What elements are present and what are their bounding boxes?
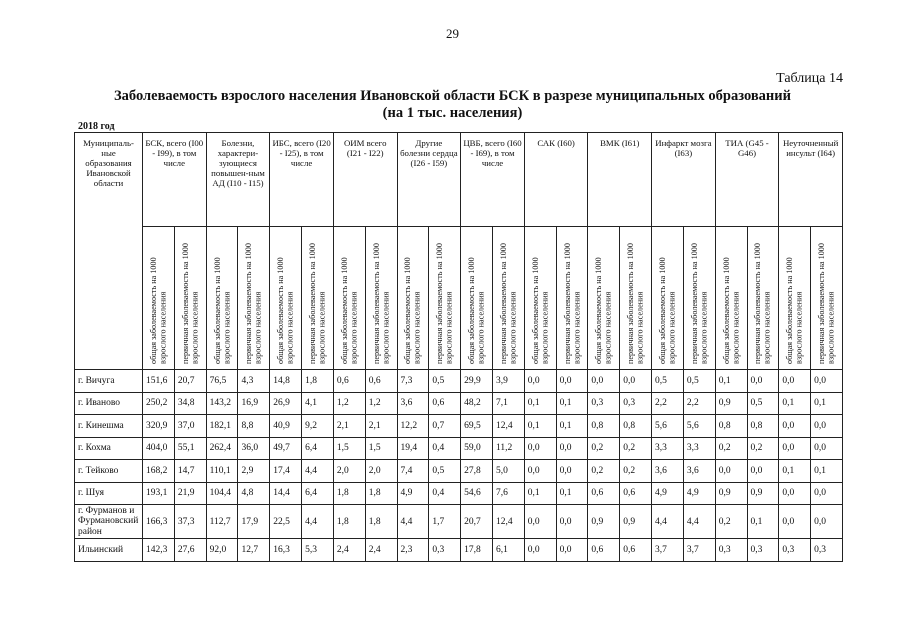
table-cell: 7,1: [492, 392, 524, 415]
subheader-primary-text: первичная заболеваемость на 1000 взрослого населения: [308, 243, 327, 364]
table-cell: 34,8: [174, 392, 206, 415]
table-cell: 250,2: [143, 392, 175, 415]
group-header: Болезни, характери-зующиеся повышен-ным АД (I10 - I15): [206, 133, 270, 227]
table-row: [75, 415, 843, 438]
table-cell: 17,4: [270, 460, 302, 483]
table-cell: 1,2: [333, 392, 365, 415]
table-cell: 59,0: [461, 437, 493, 460]
table-cell: 0,2: [715, 437, 747, 460]
table-cell: 2,1: [333, 415, 365, 438]
table-cell: 12,4: [492, 415, 524, 438]
table-cell: 49,7: [270, 437, 302, 460]
group-header: САК (I60): [524, 133, 588, 227]
table-cell: 0,0: [811, 370, 843, 393]
subheader-primary: [747, 227, 779, 370]
group-header: ОИМ всего (I21 - I22): [333, 133, 397, 227]
table-row: [75, 505, 843, 539]
subheader-primary: [492, 227, 524, 370]
table-cell: 92,0: [206, 539, 238, 562]
table-cell: 11,2: [492, 437, 524, 460]
table-cell: 151,6: [143, 370, 175, 393]
table-cell: 0,2: [588, 437, 620, 460]
subheader-general-text: общая заболеваемость на 1000 взрослого населения: [721, 257, 741, 364]
table-cell: 0,0: [747, 370, 779, 393]
table-cell: 168,2: [143, 460, 175, 483]
table-cell: 4,9: [397, 482, 429, 505]
subheader-general-text: общая заболеваемость на 1000 взрослого населения: [148, 257, 168, 364]
subheader-general-text: общая заболеваемость на 1000 взрослого населения: [403, 257, 422, 364]
table-cell: 404,0: [143, 437, 175, 460]
table-cell: 2,0: [365, 460, 397, 483]
table-cell: 0,4: [429, 482, 461, 505]
table-cell: 0,3: [620, 392, 652, 415]
table-cell: 2,4: [365, 539, 397, 562]
subheader-primary: [302, 227, 334, 370]
subheader-general: [461, 227, 493, 370]
table-cell: 12,4: [492, 505, 524, 539]
table-cell: 0,1: [811, 392, 843, 415]
group-header: ТИА (G45 - G46): [715, 133, 779, 227]
table-cell: 0,6: [620, 539, 652, 562]
subheader-primary-text: первичная заболеваемость на 1000 взрослого населения: [435, 243, 454, 364]
table-cell: 16,3: [270, 539, 302, 562]
table-cell: 0,1: [811, 460, 843, 483]
table-body: [75, 370, 843, 562]
table-cell: 0,0: [811, 437, 843, 460]
table-cell: 0,1: [524, 482, 556, 505]
group-header: ЦВБ, всего (I60 - I69), в том числе: [461, 133, 525, 227]
table-cell: 142,3: [143, 539, 175, 562]
table-cell: 4,4: [397, 505, 429, 539]
subheader-primary: [620, 227, 652, 370]
table-cell: 2,4: [333, 539, 365, 562]
table-cell: 3,6: [652, 460, 684, 483]
table-cell: 0,1: [556, 482, 588, 505]
table-cell: 0,0: [556, 460, 588, 483]
table-cell: 3,6: [397, 392, 429, 415]
subheader-primary-text: первичная заболеваемость на 1000 взрослого населения: [817, 243, 836, 364]
table-cell: 0,6: [333, 370, 365, 393]
table-row: [75, 392, 843, 415]
table-cell: 0,2: [747, 437, 779, 460]
table-cell: 262,4: [206, 437, 238, 460]
table-cell: 4,3: [238, 370, 270, 393]
subheader-primary-text: первичная заболеваемость на 1000 взрослого населения: [753, 243, 772, 364]
subheader-general-text: общая заболеваемость на 1000 взрослого населения: [785, 257, 804, 364]
table-cell: 17,9: [238, 505, 270, 539]
subheader-primary: [174, 227, 206, 370]
table-cell: 112,7: [206, 505, 238, 539]
table-cell: 1,8: [302, 370, 334, 393]
table-cell: 5,6: [683, 415, 715, 438]
subheader-primary-text: первичная заболеваемость на 1000 взрослого населения: [244, 243, 263, 364]
table-cell: 0,8: [715, 415, 747, 438]
table-cell: 27,6: [174, 539, 206, 562]
table-cell: 20,7: [461, 505, 493, 539]
subheader-primary: [429, 227, 461, 370]
subheader-general: [270, 227, 302, 370]
table-cell: 6,4: [302, 482, 334, 505]
table-cell: 48,2: [461, 392, 493, 415]
table-cell: 76,5: [206, 370, 238, 393]
table-cell: 27,8: [461, 460, 493, 483]
table-cell: 0,0: [779, 437, 811, 460]
table-cell: 4,1: [302, 392, 334, 415]
table-cell: 0,1: [779, 392, 811, 415]
table-cell: 0,6: [588, 539, 620, 562]
table-cell: 0,9: [620, 505, 652, 539]
table-cell: 2,2: [652, 392, 684, 415]
table-row: [75, 370, 843, 393]
table-label: Таблица 14: [776, 71, 843, 86]
table-cell: 0,1: [524, 415, 556, 438]
table-cell: 69,5: [461, 415, 493, 438]
table-cell: 0,0: [715, 460, 747, 483]
subheader-general: [652, 227, 684, 370]
table-cell: 0,0: [620, 370, 652, 393]
table-cell: 1,5: [365, 437, 397, 460]
table-cell: 3,9: [492, 370, 524, 393]
table-cell: 0,3: [779, 539, 811, 562]
table-cell: 14,4: [270, 482, 302, 505]
table-cell: 8,8: [238, 415, 270, 438]
table-cell: 3,7: [683, 539, 715, 562]
municipality-name: г. Кинешма: [75, 415, 143, 438]
table-cell: 3,7: [652, 539, 684, 562]
subheader-general: [397, 227, 429, 370]
table-cell: 16,9: [238, 392, 270, 415]
table-cell: 0,0: [779, 415, 811, 438]
subheader-general-text: общая заболеваемость на 1000 взрослого населения: [467, 257, 486, 364]
table-cell: 104,4: [206, 482, 238, 505]
table-cell: 0,9: [715, 482, 747, 505]
table-cell: 0,0: [811, 505, 843, 539]
subheader-general: [206, 227, 238, 370]
municipality-name: г. Фурманов и Фурмановский район: [75, 505, 143, 539]
table-cell: 5,6: [652, 415, 684, 438]
table-cell: 0,0: [556, 370, 588, 393]
table-cell: 0,0: [811, 482, 843, 505]
subheader-primary-text: первичная заболеваемость на 1000 взрослого населения: [498, 243, 518, 364]
table-cell: 0,5: [429, 370, 461, 393]
table-row: [75, 482, 843, 505]
table-cell: 1,5: [333, 437, 365, 460]
table-cell: 0,0: [524, 505, 556, 539]
table-cell: 14,7: [174, 460, 206, 483]
table-cell: 110,1: [206, 460, 238, 483]
table-cell: 2,3: [397, 539, 429, 562]
table-cell: 0,8: [747, 415, 779, 438]
table-cell: 1,8: [365, 505, 397, 539]
page-number: 29: [446, 26, 459, 41]
table-cell: 143,2: [206, 392, 238, 415]
subheader-general: [715, 227, 747, 370]
subheader-general-text: общая заболеваемость на 1000 взрослого населения: [594, 257, 613, 364]
table-row: [75, 437, 843, 460]
table-cell: 0,0: [556, 437, 588, 460]
subheader-primary-text: первичная заболеваемость на 1000 взрослого населения: [689, 243, 709, 364]
table-cell: 0,6: [620, 482, 652, 505]
subheader-general-text: общая заболеваемость на 1000 взрослого населения: [339, 257, 359, 364]
municipality-name: г. Шуя: [75, 482, 143, 505]
subheader-primary-text: первичная заболеваемость на 1000 взрослого населения: [562, 243, 582, 364]
table-cell: 26,9: [270, 392, 302, 415]
table-cell: 3,3: [652, 437, 684, 460]
table-cell: 0,9: [747, 482, 779, 505]
table-cell: 54,6: [461, 482, 493, 505]
table-cell: 6,1: [492, 539, 524, 562]
table-cell: 4,4: [683, 505, 715, 539]
table-cell: 0,3: [429, 539, 461, 562]
municipality-name: г. Иваново: [75, 392, 143, 415]
title-line-2: (на 1 тыс. населения): [382, 105, 523, 121]
table-cell: 0,2: [620, 460, 652, 483]
group-header: ВМК (I61): [588, 133, 652, 227]
table-cell: 0,0: [779, 505, 811, 539]
table-cell: 12,2: [397, 415, 429, 438]
subheader-primary: [556, 227, 588, 370]
table-cell: 4,4: [302, 505, 334, 539]
group-header: БСК, всего (I00 - I99), в том числе: [143, 133, 207, 227]
municipality-name: Ильинский: [75, 539, 143, 562]
table-cell: 55,1: [174, 437, 206, 460]
table-cell: 7,4: [397, 460, 429, 483]
table-cell: 1,7: [429, 505, 461, 539]
table-cell: 0,7: [429, 415, 461, 438]
table-cell: 1,8: [365, 482, 397, 505]
table-cell: 0,1: [747, 505, 779, 539]
table-cell: 0,3: [747, 539, 779, 562]
table-cell: 0,9: [715, 392, 747, 415]
table-cell: 0,5: [652, 370, 684, 393]
morbidity-table: [74, 132, 843, 562]
table-cell: 0,5: [683, 370, 715, 393]
table-cell: 0,1: [556, 392, 588, 415]
subheader-primary-text: первичная заболеваемость на 1000 взрослого населения: [371, 243, 391, 364]
table-cell: 17,8: [461, 539, 493, 562]
table-cell: 0,3: [588, 392, 620, 415]
subheader-primary: [238, 227, 270, 370]
table-cell: 4,9: [652, 482, 684, 505]
table-cell: 0,1: [524, 392, 556, 415]
municipality-name: г. Вичуга: [75, 370, 143, 393]
title-line-1: Заболеваемость взрослого населения Ивановской области БСК в разрезе муниципальных образований: [114, 88, 791, 104]
table-cell: 0,6: [365, 370, 397, 393]
table-cell: 0,0: [811, 415, 843, 438]
subheader-general-text: общая заболеваемость на 1000 взрослого населения: [530, 257, 550, 364]
table-cell: 4,8: [238, 482, 270, 505]
table-cell: 3,3: [683, 437, 715, 460]
table-cell: 0,0: [747, 460, 779, 483]
municipality-name: г. Кохма: [75, 437, 143, 460]
table-cell: 36,0: [238, 437, 270, 460]
table-cell: 2,9: [238, 460, 270, 483]
subheader-primary: [811, 227, 843, 370]
table-cell: 0,0: [524, 539, 556, 562]
subheader-row: [75, 227, 843, 370]
table-cell: 0,5: [747, 392, 779, 415]
document-title: [0, 88, 905, 122]
table-cell: 2,2: [683, 392, 715, 415]
table-row: [75, 539, 843, 562]
table-cell: 1,2: [365, 392, 397, 415]
table-cell: 1,8: [333, 482, 365, 505]
table-cell: 5,0: [492, 460, 524, 483]
table-cell: 0,0: [524, 437, 556, 460]
subheader-general: [333, 227, 365, 370]
table-cell: 0,1: [715, 370, 747, 393]
group-header: ИБС, всего (I20 - I25), в том числе: [270, 133, 334, 227]
subheader-general-text: общая заболеваемость на 1000 взрослого населения: [212, 257, 232, 364]
table-cell: 2,1: [365, 415, 397, 438]
table-cell: 4,4: [652, 505, 684, 539]
table-cell: 29,9: [461, 370, 493, 393]
table-cell: 6,4: [302, 437, 334, 460]
municipality-header: Муниципаль-ные образования Ивановской области: [75, 133, 143, 370]
table-cell: 5,3: [302, 539, 334, 562]
group-header-row: [75, 133, 843, 227]
subheader-general: [588, 227, 620, 370]
group-header: Другие болезни сердца (I26 - I59): [397, 133, 461, 227]
subheader-primary: [683, 227, 715, 370]
table-cell: 0,0: [524, 370, 556, 393]
table-cell: 0,2: [715, 505, 747, 539]
municipality-name: г. Тейково: [75, 460, 143, 483]
table-cell: 0,0: [524, 460, 556, 483]
table-cell: 0,0: [588, 370, 620, 393]
table-cell: 0,5: [429, 460, 461, 483]
table-cell: 0,0: [779, 482, 811, 505]
subheader-primary: [365, 227, 397, 370]
table-cell: 40,9: [270, 415, 302, 438]
year-label: 2018 год: [78, 121, 115, 132]
table-cell: 9,2: [302, 415, 334, 438]
table-cell: 21,9: [174, 482, 206, 505]
table-cell: 14,8: [270, 370, 302, 393]
table-cell: 3,6: [683, 460, 715, 483]
table-cell: 4,9: [683, 482, 715, 505]
table-cell: 4,4: [302, 460, 334, 483]
table-cell: 20,7: [174, 370, 206, 393]
table-cell: 0,6: [588, 482, 620, 505]
table-cell: 7,6: [492, 482, 524, 505]
table-cell: 0,3: [715, 539, 747, 562]
table-cell: 37,0: [174, 415, 206, 438]
table-cell: 0,8: [588, 415, 620, 438]
table-cell: 0,0: [556, 539, 588, 562]
subheader-general: [524, 227, 556, 370]
subheader-general: [779, 227, 811, 370]
table-cell: 0,6: [429, 392, 461, 415]
subheader-primary-text: первичная заболеваемость на 1000 взрослого населения: [626, 243, 645, 364]
table-cell: 19,4: [397, 437, 429, 460]
table-cell: 0,9: [588, 505, 620, 539]
table-cell: 0,4: [429, 437, 461, 460]
table-cell: 0,1: [779, 460, 811, 483]
subheader-primary-text: первичная заболеваемость на 1000 взрослого населения: [180, 243, 200, 364]
table-cell: 182,1: [206, 415, 238, 438]
subheader-general-text: общая заболеваемость на 1000 взрослого населения: [657, 257, 677, 364]
group-header: Неуточненный инсульт (I64): [779, 133, 843, 227]
table-cell: 0,0: [779, 370, 811, 393]
table-row: [75, 460, 843, 483]
table-cell: 193,1: [143, 482, 175, 505]
table-cell: 12,7: [238, 539, 270, 562]
subheader-general: [143, 227, 175, 370]
group-header: Инфаркт мозга (I63): [652, 133, 716, 227]
table-cell: 2,0: [333, 460, 365, 483]
table-cell: 7,3: [397, 370, 429, 393]
table-cell: 320,9: [143, 415, 175, 438]
table-cell: 22,5: [270, 505, 302, 539]
table-cell: 0,3: [811, 539, 843, 562]
table-cell: 0,1: [556, 415, 588, 438]
table-cell: 166,3: [143, 505, 175, 539]
table-cell: 0,2: [588, 460, 620, 483]
table-cell: 1,8: [333, 505, 365, 539]
table-cell: 0,2: [620, 437, 652, 460]
table-cell: 0,8: [620, 415, 652, 438]
subheader-general-text: общая заболеваемость на 1000 взрослого населения: [276, 257, 295, 364]
table-cell: 0,0: [556, 505, 588, 539]
table-cell: 37,3: [174, 505, 206, 539]
